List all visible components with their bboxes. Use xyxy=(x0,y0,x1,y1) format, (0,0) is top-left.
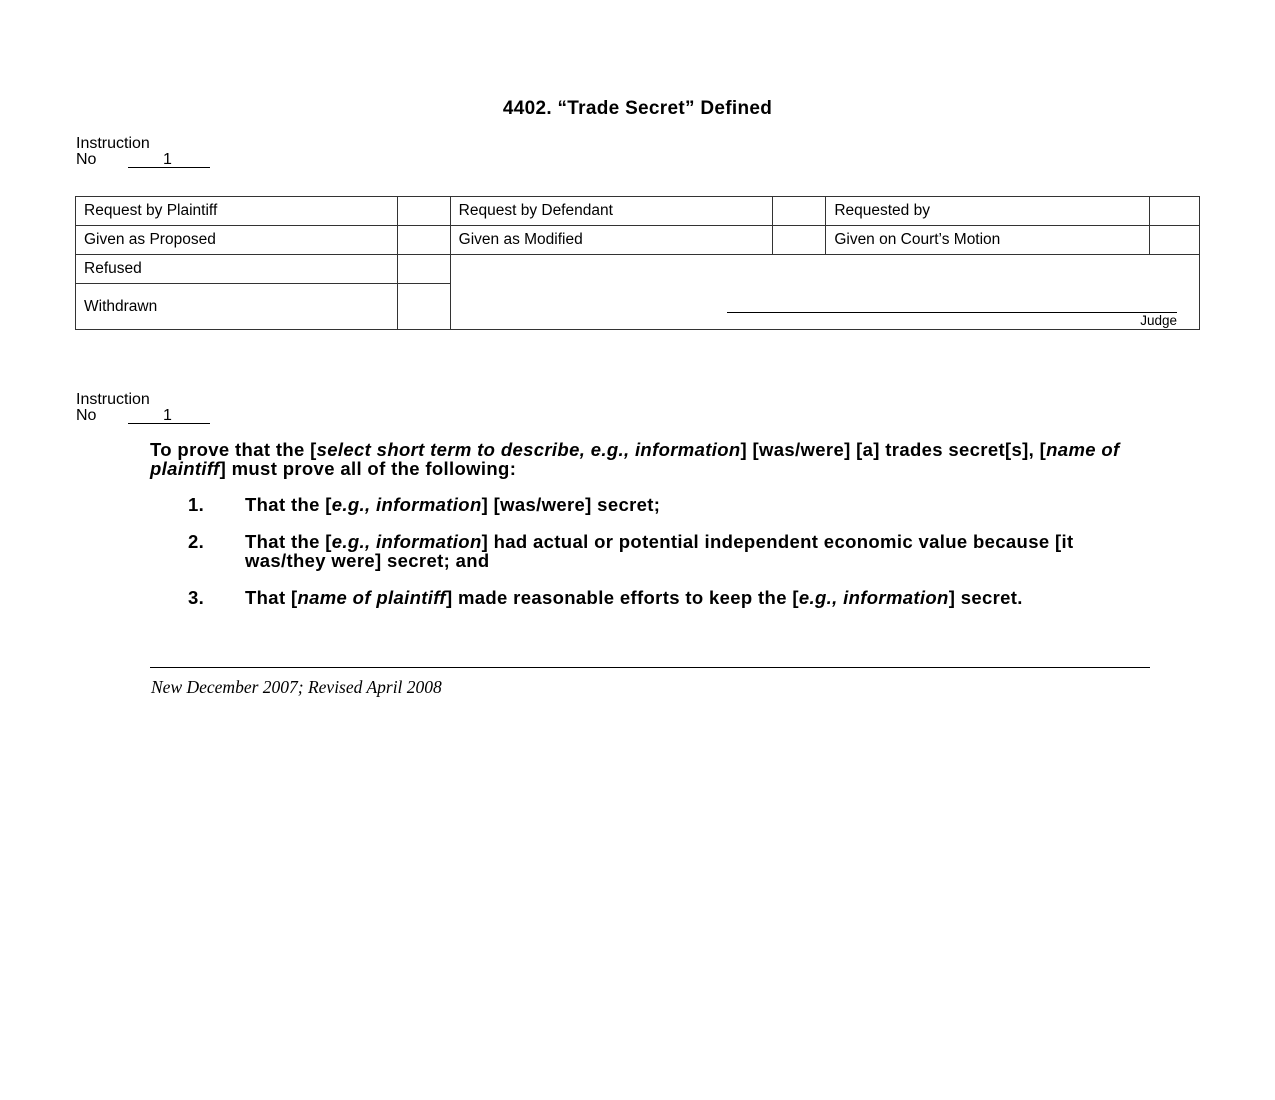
instruction-label: Instruction xyxy=(76,135,150,152)
footer-divider xyxy=(150,667,1150,668)
body-text-run: ] [was/were] secret; xyxy=(481,494,661,515)
list-item-number: 2. xyxy=(188,531,205,552)
list-item-text xyxy=(245,532,1125,570)
list-item-number: 3. xyxy=(188,587,205,608)
list-item xyxy=(150,588,1150,607)
request-by-defendant-label: Request by Defendant xyxy=(450,197,773,226)
given-as-modified-label: Given as Modified xyxy=(450,226,773,255)
body-text-run: ] secret. xyxy=(948,587,1023,608)
italic-placeholder-text: name of plaintiff xyxy=(150,439,1120,479)
body-text-run: ] must prove all of the following: xyxy=(219,458,517,479)
judge-signature-line xyxy=(727,312,1177,313)
italic-placeholder-text: select short term to describe, e.g., information xyxy=(316,439,741,460)
request-by-plaintiff-label: Request by Plaintiff xyxy=(76,197,398,226)
italic-placeholder-text: e.g., information xyxy=(331,494,482,515)
given-as-modified-checkbox[interactable] xyxy=(773,226,826,255)
table-row xyxy=(76,197,1200,226)
instruction-number-field[interactable]: 1 xyxy=(128,408,210,424)
page-title: 4402. “Trade Secret” Defined xyxy=(502,98,773,119)
instruction-number-body xyxy=(76,392,210,424)
refused-label: Refused xyxy=(76,255,398,284)
judge-signature-area[interactable] xyxy=(450,255,1199,330)
table-row xyxy=(76,255,1200,284)
given-as-proposed-checkbox[interactable] xyxy=(397,226,450,255)
list-item-text xyxy=(245,495,1125,514)
body-text-run: To prove that the [ xyxy=(150,439,317,460)
body-text-run: ] [was/were] [a] trades secret[s], [ xyxy=(740,439,1047,460)
refused-checkbox[interactable] xyxy=(397,255,450,284)
table-row xyxy=(76,226,1200,255)
instruction-no-label: No xyxy=(76,407,97,424)
request-status-table xyxy=(75,196,1200,330)
body-text-run: That the [ xyxy=(245,531,332,552)
instruction-no-label: No xyxy=(76,151,97,168)
request-by-plaintiff-checkbox[interactable] xyxy=(397,197,450,226)
italic-placeholder-text: e.g., information xyxy=(798,587,949,608)
instruction-intro-paragraph xyxy=(150,440,1150,478)
request-by-defendant-checkbox[interactable] xyxy=(773,197,826,226)
list-item-number: 1. xyxy=(188,494,205,515)
requested-by-label: Requested by xyxy=(826,197,1150,226)
revision-history: New December 2007; Revised April 2008 xyxy=(151,677,442,697)
list-item-text xyxy=(245,588,1125,607)
withdrawn-checkbox[interactable] xyxy=(397,284,450,330)
withdrawn-label: Withdrawn xyxy=(76,284,398,330)
body-text-run: ] had actual or potential independent economic value because [it was/they were] secret; and xyxy=(245,531,1074,571)
judge-label: Judge xyxy=(1140,313,1177,328)
instruction-number-field[interactable]: 1 xyxy=(128,152,210,168)
instruction-body xyxy=(150,440,1150,607)
requested-by-checkbox[interactable] xyxy=(1150,197,1200,226)
given-as-proposed-label: Given as Proposed xyxy=(76,226,398,255)
instruction-label: Instruction xyxy=(76,391,150,408)
given-on-courts-motion-label: Given on Court’s Motion xyxy=(826,226,1150,255)
list-item xyxy=(150,495,1150,514)
italic-placeholder-text: e.g., information xyxy=(331,531,482,552)
elements-list xyxy=(150,495,1150,607)
body-text-run: That the [ xyxy=(245,494,332,515)
body-text-run: That [ xyxy=(245,587,298,608)
list-item xyxy=(150,532,1150,570)
instruction-number-top xyxy=(76,136,210,168)
given-on-courts-motion-checkbox[interactable] xyxy=(1150,226,1200,255)
italic-placeholder-text: name of plaintiff xyxy=(297,587,446,608)
body-text-run: ] made reasonable efforts to keep the [ xyxy=(445,587,799,608)
